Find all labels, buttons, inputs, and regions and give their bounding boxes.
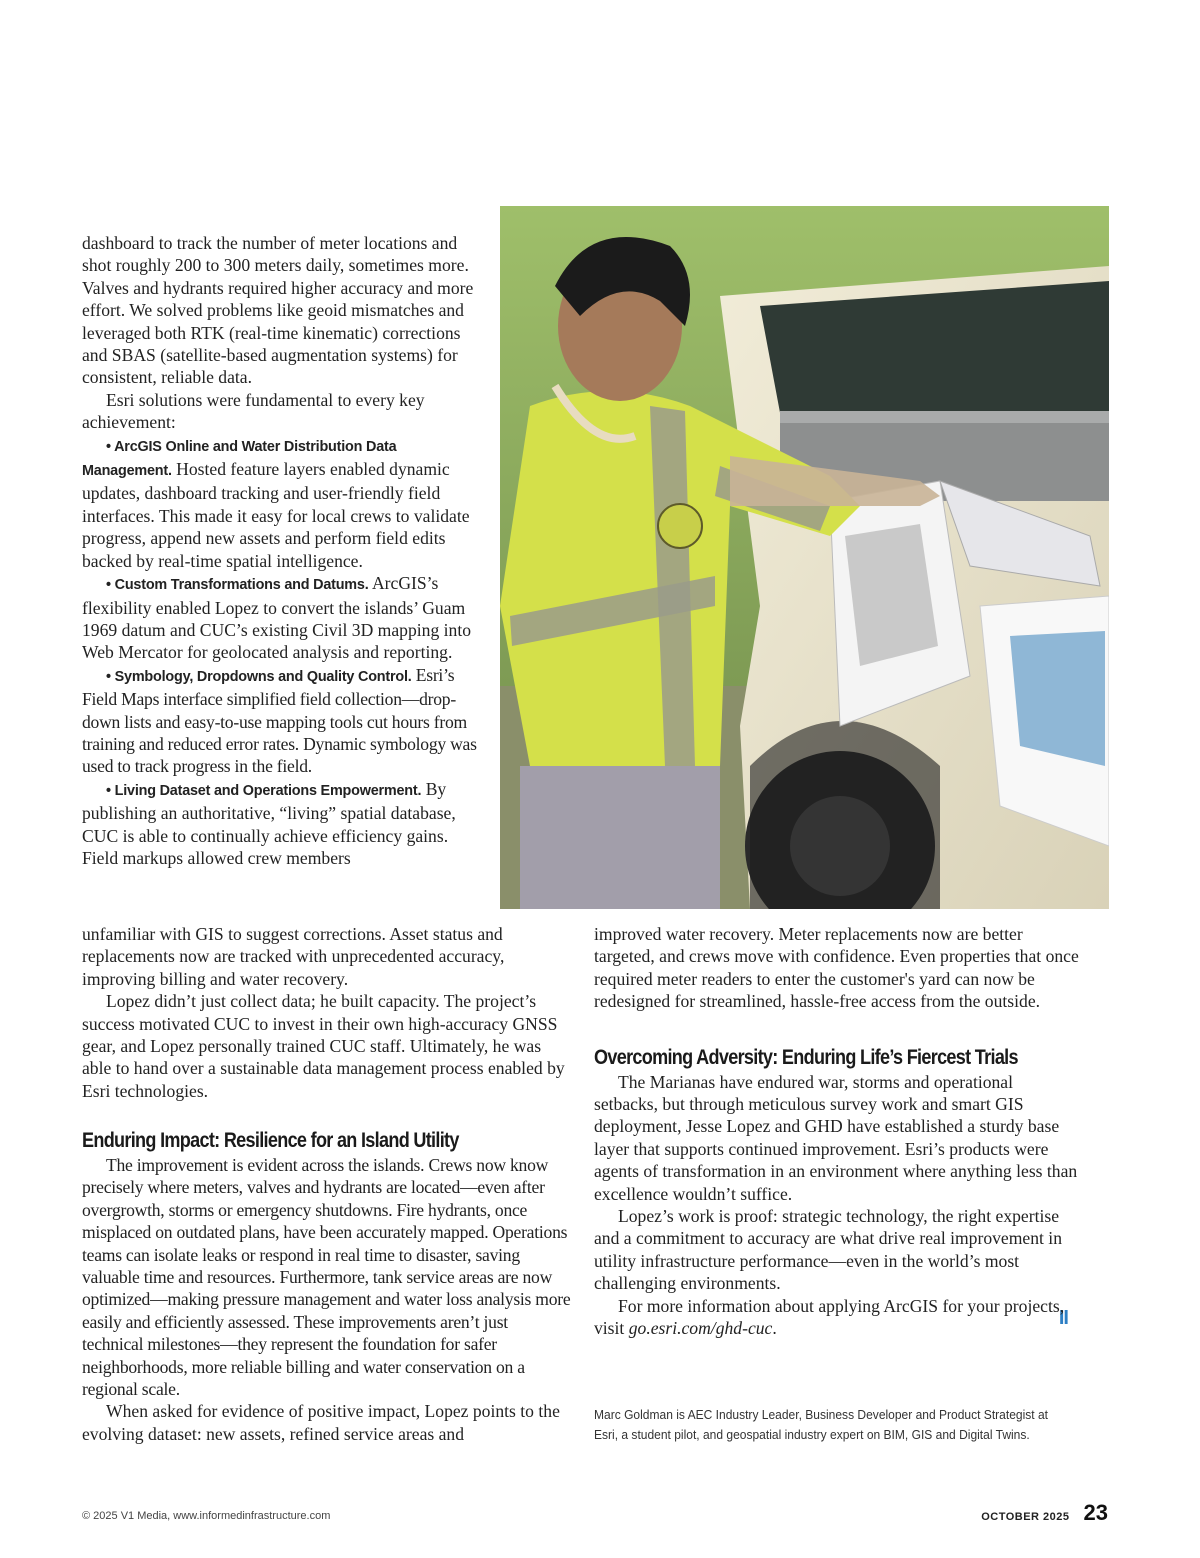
- paragraph: dashboard to track the number of meter locations and shot roughly 200 to 300 meters daily, sometimes more. Valves and hydrants required higher accuracy and more effort. We solved problems like geoid mismatches and leveraged both RTK (real-time kinematic) corrections and SBAS (satellite-based augmentation systems) for consistent, reliable data.: [82, 233, 474, 388]
- pants: [520, 766, 720, 909]
- footer-month: OCTOBER 2025: [981, 1511, 1070, 1523]
- bullet-text: Esri’s Field Maps interface simplified field collection—drop-down lists and easy-to-use mapping tools cut hours from training and reduced error rates. Dynamic symbology was used to track progress in the field.: [82, 664, 477, 777]
- article-photo: [500, 206, 1109, 909]
- bullet-text: ArcGIS’s flexibility enabled Lopez to convert the islands’ Guam 1969 datum and CUC’s existing Civil 3D mapping into Web Mercator for geolocated analysis and reporting.: [82, 573, 472, 663]
- paragraph: The Marianas have endured war, storms and operational setbacks, but through meticulous survey work and smart GIS deployment, Jesse Lopez and GHD have established a sturdy base layer that supports continued improvement. Esri’s products were agents of transformation in an environment where anything less than excellence wouldn’t suffice.: [594, 1071, 1078, 1204]
- bullet-lead: • Custom Transformations and Datums.: [106, 577, 369, 594]
- left-column-top: [82, 232, 482, 869]
- right-column: [594, 923, 1080, 1340]
- author-bio: Marc Goldman is AEC Industry Leader, Business Developer and Product Strategist at Esri, a student pilot, and geospatial industry expert on BIM, GIS and Digital Twins.: [594, 1407, 1049, 1442]
- section-heading: Enduring Impact: Resilience for an Island Utility: [82, 1129, 459, 1152]
- footer-copyright: © 2025 V1 Media, www.informedinfrastructure.com: [82, 1510, 331, 1522]
- bullet-text: By publishing an authoritative, “living” spatial database, CUC is able to continually achieve efficiency gains. Field markups allowed crew members: [82, 778, 456, 868]
- bullet-item: [82, 664, 482, 778]
- paragraph: unfamiliar with GIS to suggest corrections. Asset status and replacements now are tracked with unprecedented accuracy, improving billing and water recovery.: [82, 924, 505, 989]
- bullet-lead: • Symbology, Dropdowns and Quality Control.: [106, 668, 412, 685]
- paragraph: When asked for evidence of positive impact, Lopez points to the evolving dataset: new assets, refined service areas and: [82, 1401, 560, 1444]
- paragraph: [594, 1295, 1080, 1340]
- paragraph: Lopez didn’t just collect data; he built capacity. The project’s success motivated CUC to invest in their own high-accuracy GNSS gear, and Lopez personally trained CUC staff. Ultimately, he was able to hand over a sustainable data management process enabled by Esri technologies.: [82, 991, 565, 1101]
- left-column-middle: [82, 923, 572, 1102]
- bullet-item: [82, 572, 482, 664]
- end-mark-icon: II: [1058, 1307, 1068, 1330]
- text: For more information about applying ArcGIS for your projects, visit: [594, 1295, 1065, 1339]
- paragraph: Esri solutions were fundamental to every key achievement:: [82, 389, 425, 433]
- text: .: [772, 1318, 777, 1339]
- bullet-text: Hosted feature layers enabled dynamic updates, dashboard tracking and user-friendly field interfaces. This made it easy for local crews to validate progress, append new assets and perform field edits backed by real-time spatial intelligence.: [82, 459, 470, 571]
- section-enduring-impact: [82, 1128, 572, 1445]
- bullet-item: [82, 434, 482, 572]
- page-number: 23: [1083, 1500, 1108, 1525]
- footer-folio: [981, 1500, 1108, 1526]
- bullet-item: [82, 778, 482, 870]
- section-heading: Overcoming Adversity: Enduring Life’s Fiercest Trials: [594, 1045, 1018, 1069]
- bullet-lead: • ArcGIS Online and Water Distribution Data Management.: [82, 438, 397, 480]
- paragraph: Lopez’s work is proof: strategic technology, the right expertise and a commitment to accuracy are what drive real improvement in utility infrastructure performance—even in the world’s most challenging environments.: [594, 1206, 1062, 1294]
- link-ghd-cuc[interactable]: go.esri.com/ghd-cuc: [628, 1318, 773, 1339]
- bullet-lead: • Living Dataset and Operations Empowerment.: [106, 782, 422, 799]
- paragraph: The improvement is evident across the islands. Crews now know precisely where meters, valves and hydrants are located—even after overgrowth, storms or emergency shutdowns. Fire hydrants, once misplaced on outdated plans, have been accurately mapped. Operations teams can isolate leaks or respond in real time to disaster, saving valuable time and resources. Furthermore, tank service areas are now optimized—making pressure management and water loss analysis more easily and efficiently assessed. These improvements aren’t just technical milestones—they represent the foundation for safer neighborhoods, more reliable billing and water conservation on a regional scale.: [82, 1155, 571, 1400]
- paragraph: improved water recovery. Meter replacements now are better targeted, and crews move with confidence. Even properties that once required meter readers to enter the customer's yard can now be redesigned for streamlined, hassle-free access from the outside.: [594, 924, 1079, 1012]
